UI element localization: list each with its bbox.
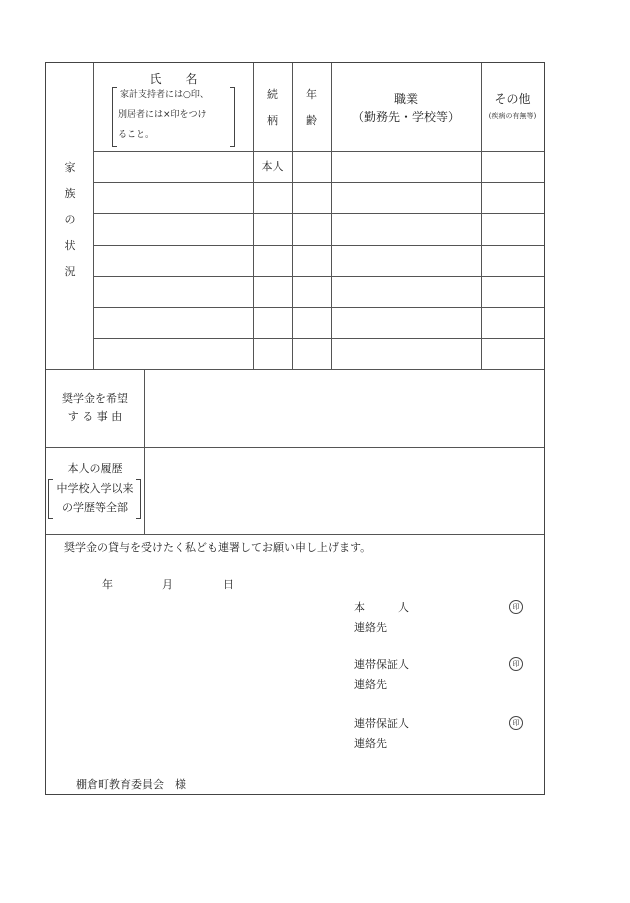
date-month: 月	[162, 578, 173, 591]
reason-label-line1: 奨学金を希望	[62, 392, 128, 405]
guarantor2-seal: 印	[509, 716, 523, 730]
col-other-title: その他	[494, 92, 531, 106]
col-name-note-line1: 家計支持者には○印、	[120, 90, 209, 100]
col-age-2: 齢	[306, 114, 317, 127]
history-section	[46, 447, 544, 534]
row-line	[93, 182, 544, 183]
reason-label-line2: す る 事 由	[67, 410, 123, 423]
scholarship-application-form	[45, 62, 545, 795]
row-line	[93, 338, 544, 339]
divider	[144, 447, 145, 534]
first-row-relation: 本人	[261, 160, 284, 173]
self-contact: 連絡先	[354, 621, 387, 634]
row-line	[93, 151, 544, 152]
family-section	[46, 63, 544, 369]
divider	[144, 369, 145, 447]
pledge-statement: 奨学金の貸与を受けたく私ども連署してお願い申し上げます。	[64, 541, 372, 554]
guarantor2-contact: 連絡先	[354, 737, 387, 750]
guarantor1-seal: 印	[509, 657, 523, 671]
guarantor1-label: 連帯保証人	[354, 658, 409, 671]
reason-section	[46, 369, 544, 447]
family-section-label: 家 族 の 状 況	[64, 161, 76, 278]
self-seal: 印	[509, 600, 523, 614]
row-line	[93, 276, 544, 277]
divider	[253, 63, 254, 369]
guarantor1-contact: 連絡先	[354, 678, 387, 691]
date-year: 年	[102, 578, 113, 591]
note-bracket-right	[230, 87, 235, 147]
col-name-title: 氏 名	[149, 72, 198, 86]
pledge-section	[46, 534, 544, 794]
row-line	[93, 245, 544, 246]
date-day: 日	[223, 578, 234, 591]
col-name-note-line2: 別居者には×印をつけ	[118, 110, 207, 120]
note-bracket-left	[112, 87, 117, 147]
row-line	[93, 307, 544, 308]
divider	[481, 63, 482, 369]
history-label-line1: 本人の履歴	[67, 462, 123, 475]
row-line	[93, 213, 544, 214]
history-label-line2: 中学校入学以来	[56, 482, 134, 495]
col-name-note-line3: ること。	[118, 130, 155, 140]
guarantor2-label: 連帯保証人	[354, 717, 409, 730]
self-label: 本 人	[354, 601, 409, 614]
col-relation-2: 柄	[267, 114, 278, 127]
divider	[331, 63, 332, 369]
col-age-1: 年	[306, 88, 317, 101]
col-job-sub: （勤務先・学校等）	[351, 110, 460, 124]
col-relation-1: 続	[267, 88, 278, 101]
divider	[93, 63, 94, 369]
col-other-sub: (疾病の有無等)	[488, 112, 537, 120]
history-label-line3: の学歴等全部	[62, 501, 128, 514]
addressee: 棚倉町教育委員会 様	[76, 778, 186, 791]
divider	[292, 63, 293, 369]
col-job-title: 職業	[393, 92, 418, 106]
